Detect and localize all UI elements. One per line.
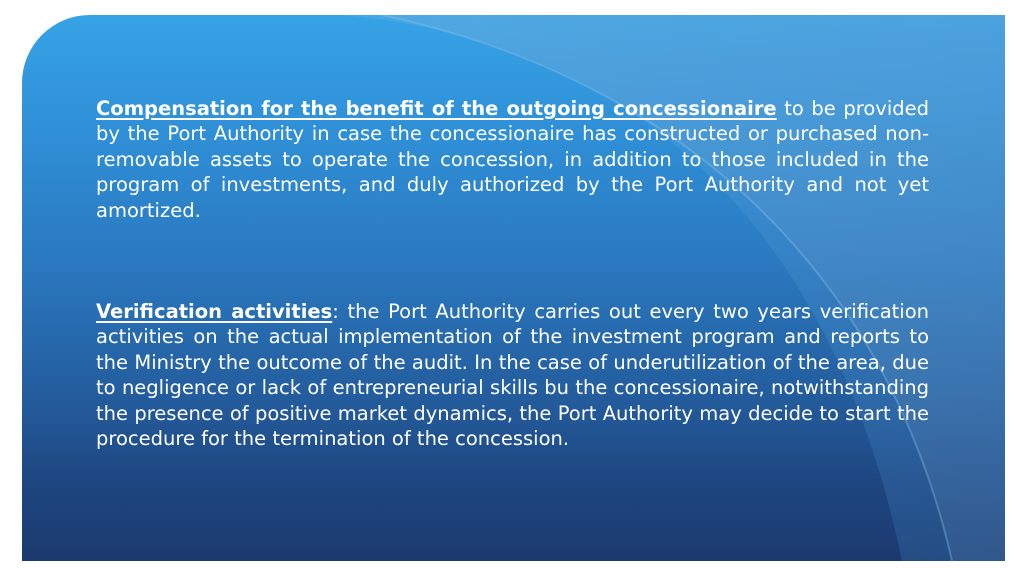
paragraph-verification — [96, 299, 929, 451]
term-compensation: Compensation for the benefit of the outgoing concessionaire — [96, 97, 777, 120]
term-verification: Verification activities — [96, 300, 333, 324]
paragraph-body: to be provided by the Port Authority in case the concessionaire has constructed or purchased non-removable assets to operate the concession, in addition to those included in the program of investments, and duly authorized by the Port Authority and not yet amortized. — [96, 97, 929, 222]
separator: : — [332, 300, 348, 324]
paragraph-compensation — [96, 96, 929, 223]
slide-body — [96, 96, 929, 451]
paragraph-body: the Port Authority carries out every two years verification activities on the actual implementation of the investment program and reports to the Ministry the outcome of the audit. In the case of underutilization of the area, due to negligence or lack of entrepreneurial skills bu the concessionaire, notwithstanding the presence of positive market dynamics, the Port Authority may decide to start the procedure for the termination of the concession. — [96, 300, 929, 451]
